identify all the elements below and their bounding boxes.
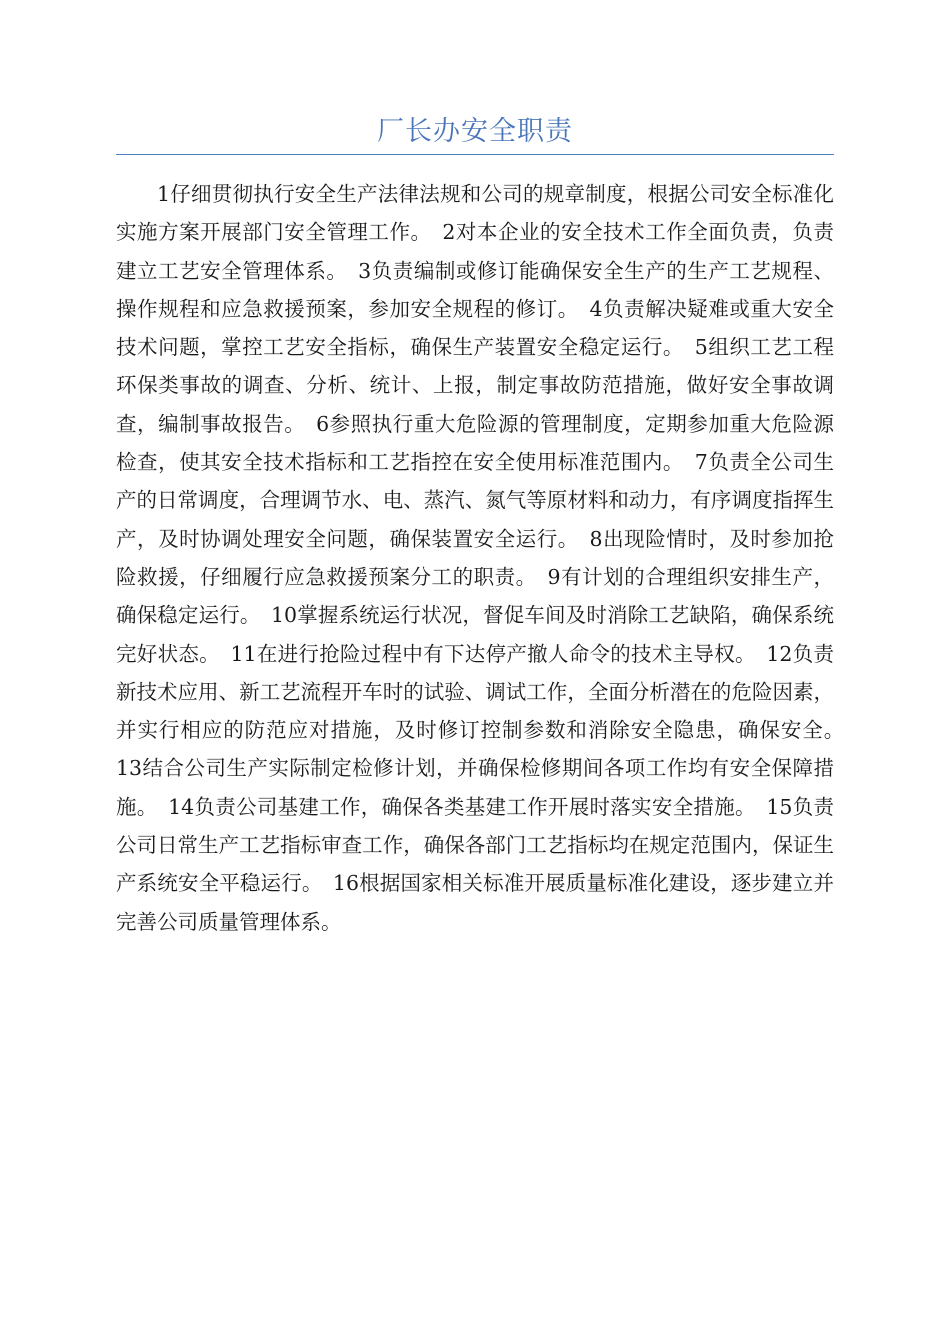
page-title: 厂长办安全职责 — [377, 116, 573, 147]
title-block — [116, 112, 834, 158]
title-underline — [116, 154, 834, 155]
body-paragraph: 1仔细贯彻执行安全生产法律法规和公司的规章制度，根据公司安全标准化实施方案开展部门安全管理工作。 2对本企业的安全技术工作全面负责，负责建立工艺安全管理体系。 3负责编制或修订能确保安全生产的生产工艺规程、操作规程和应急救援预案，参加安全规程的修订。 4负责解决疑难或重大安全技术问题，掌控工艺安全指标，确保生产装置安全稳定运行。 5组织工艺工程环保类事故的调查、分析、统计、上报，制定事故防范措施，做好安全事故调查，编制事故报告。 6参照执行重大危险源的管理制度，定期参加重大危险源检查，使其安全技术指标和工艺指控在安全使用标准范围内。 7负责全公司生产的日常调度，合理调节水、电、蒸汽、氮气等原材料和动力，有序调度指挥生产，及时协调处理安全问题，确保装置安全运行。 8出现险情时，及时参加抢险救援，仔细履行应急救援预案分工的职责。 9有计划的合理组织安排生产，确保稳定运行。 10掌握系统运行状况，督促车间及时消除工艺缺陷，确保系统完好状态。 11在进行抢险过程中有下达停产撤人命令的技术主导权。 12负责新技术应用、新工艺流程开车时的试验、调试工作，全面分析潜在的危险因素，并实行相应的防范应对措施，及时修订控制参数和消除安全隐患，确保安全。 13结合公司生产实际制定检修计划，并确保检修期间各项工作均有安全保障措施。 14负责公司基建工作，确保各类基建工作开展时落实安全措施。 15负责公司日常生产工艺指标审查工作，确保各部门工艺指标均在规定范围内，保证生产系统安全平稳运行。 16根据国家相关标准开展质量标准化建设，逐步建立并完善公司质量管理体系。 — [116, 182, 855, 934]
